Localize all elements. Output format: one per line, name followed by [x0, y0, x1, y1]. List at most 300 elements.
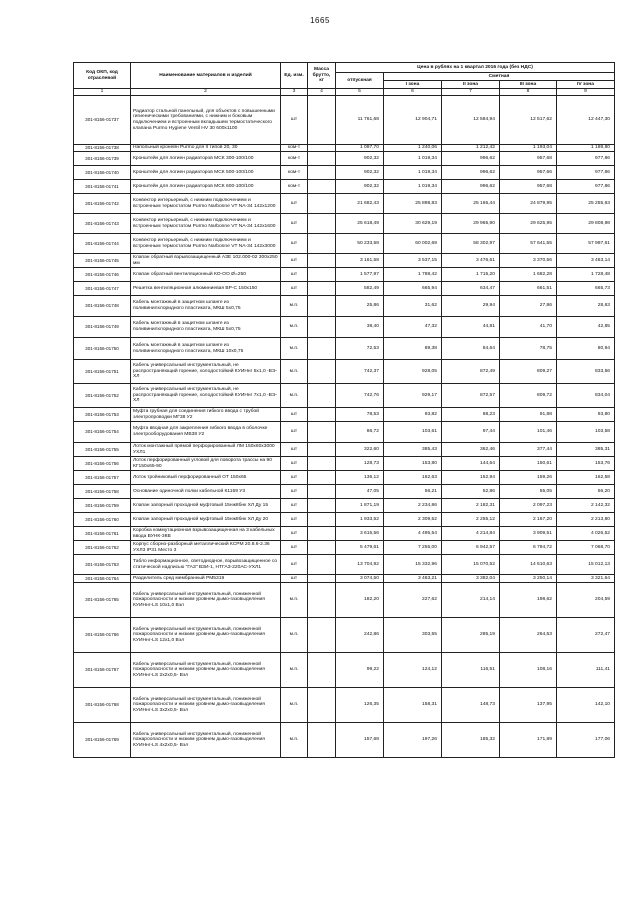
item-code: 301-8156-01742 [74, 194, 131, 214]
header-zone-4: IV зона [557, 81, 615, 89]
item-name: Табло информационное, светодиодное, взрывозащищенное со статической надписью "ГАЗ" ВЗИ-1, НТГАЗ-220АС-УХЛ1 [131, 555, 281, 575]
price-release: 1 097,70 [336, 145, 384, 152]
price-zone-4: 57 997,61 [557, 234, 615, 254]
item-name: Кабель универсальный инструментальный, не распространяющий горение, холодостойкий КУИНнг 7x1,0 -ВЭ-ХЛ [131, 384, 281, 408]
price-zone-3: 137,95 [500, 688, 557, 723]
item-name: Кабель универсальный инструментальный, пониженной пожароопасности и низким уровнем дымо-газовыделения КУИНнг-LS 10x1,0 Взл [131, 583, 281, 618]
header-price-group: Цена в рублях на 1 квартал 2016 года (без НДС) [336, 63, 615, 73]
item-code: 301-8156-01754 [74, 422, 131, 443]
price-zone-3: 1 193,04 [500, 145, 557, 152]
item-code: 301-8156-01748 [74, 296, 131, 317]
header-unit: Ед. изм. [281, 63, 308, 89]
price-zone-2: 634,47 [442, 282, 500, 296]
item-name: Кронштейн для логиен радиаторов МСК 600-100/100 [131, 180, 281, 194]
price-zone-4: 93,80 [557, 408, 615, 422]
price-zone-1: 3 463,21 [384, 575, 442, 583]
item-code: 301-8156-01743 [74, 214, 131, 234]
price-zone-3: 78,75 [500, 338, 557, 360]
price-zone-1: 3 537,15 [384, 254, 442, 268]
item-unit: ком-т [281, 152, 308, 166]
item-name: Кабель универсальный инструментальный, пониженной пожароопасности и низким уровнем дымо-газовыделения КУИНнг-LS 3x2x0,5- Вэл [131, 688, 281, 723]
price-release: 902,32 [336, 166, 384, 180]
item-mass [308, 214, 336, 234]
price-release: 13 704,92 [336, 555, 384, 575]
price-zone-3: 957,66 [500, 166, 557, 180]
item-unit: шт [281, 234, 308, 254]
item-code: 301-8156-01738 [74, 145, 131, 152]
item-name: Напольный кронейн Purmo для II типов 20, 30 [131, 145, 281, 152]
price-zone-3: 12 517,62 [500, 96, 557, 145]
price-release: 25,86 [336, 296, 384, 317]
item-unit: шт [281, 254, 308, 268]
item-name: Клапан обратный взрывозащищенный АЗЕ 102.000-02 300x250 мм [131, 254, 281, 268]
item-name: Лоток монтажный прямой перфорированный ЛМ 150x60x3000 УХЛ1 [131, 443, 281, 457]
item-mass [308, 541, 336, 555]
price-zone-3: 14 610,63 [500, 555, 557, 575]
price-zone-4: 3 321,64 [557, 575, 615, 583]
price-zone-2: 88,23 [442, 408, 500, 422]
table-row [74, 583, 615, 618]
price-zone-4: 665,73 [557, 282, 615, 296]
table-row [74, 499, 615, 513]
item-code: 301-8156-01745 [74, 254, 131, 268]
item-mass [308, 234, 336, 254]
header-mass: Масса брутто, кг [308, 63, 336, 89]
item-name: Разделитель сред мембранный РМ5319 [131, 575, 281, 583]
price-zone-3: 41,70 [500, 317, 557, 338]
price-zone-4: 977,86 [557, 180, 615, 194]
price-zone-2: 2 182,31 [442, 499, 500, 513]
item-mass [308, 575, 336, 583]
price-zone-2: 97,44 [442, 422, 500, 443]
item-name: Муфта вводная для закрепления гибкого ввода в оболочке электрооборудования МВ38 У2 [131, 422, 281, 443]
price-zone-3: 27,86 [500, 296, 557, 317]
item-unit: шт [281, 527, 308, 541]
price-zone-4: 385,31 [557, 443, 615, 457]
item-mass [308, 296, 336, 317]
item-unit: м.п. [281, 384, 308, 408]
price-zone-4: 80,94 [557, 338, 615, 360]
item-code: 301-8156-01751 [74, 360, 131, 384]
price-zone-2: 872,49 [442, 360, 500, 384]
price-zone-3: 809,27 [500, 360, 557, 384]
item-unit: м.п. [281, 360, 308, 384]
price-zone-2: 872,57 [442, 384, 500, 408]
price-zone-3: 57 641,55 [500, 234, 557, 254]
price-zone-1: 60 002,69 [384, 234, 442, 254]
item-code: 301-8156-01756 [74, 457, 131, 471]
price-zone-4: 153,76 [557, 457, 615, 471]
table-row [74, 513, 615, 527]
price-release: 5 479,61 [336, 541, 384, 555]
item-name: Конвектор интерьерный, с нижним подключением и встроенным термостатом Purmo Narbonne VT NA-34 142x1600 [131, 214, 281, 234]
item-name: Кабель универсальный инструментальный, пониженной пожароопасности и низким уровнем дымо-газовыделения КУИНнг-LS 2x2x0,5- Вэл [131, 653, 281, 688]
item-unit: м.п. [281, 688, 308, 723]
price-zone-3: 171,89 [500, 723, 557, 758]
price-zone-4: 3 463,14 [557, 254, 615, 268]
price-release: 47,05 [336, 485, 384, 499]
column-number: 2 [131, 89, 281, 96]
price-zone-4: 42,85 [557, 317, 615, 338]
page-number: 1665 [310, 16, 330, 25]
item-mass [308, 145, 336, 152]
column-number: 8 [500, 89, 557, 96]
table-row [74, 527, 615, 541]
item-name: Кабель монтажный в защитном шланге из поливинилхлоридного пластиката, МКШ 5x0,75 [131, 296, 281, 317]
price-release: 136,12 [336, 471, 384, 485]
item-unit: шт [281, 443, 308, 457]
item-mass [308, 152, 336, 166]
price-zone-3: 24 879,95 [500, 194, 557, 214]
price-zone-2: 144,64 [442, 457, 500, 471]
item-code: 301-8156-01759 [74, 499, 131, 513]
item-code: 301-8156-01753 [74, 408, 131, 422]
price-zone-1: 12 904,71 [384, 96, 442, 145]
column-number: 5 [336, 89, 384, 96]
price-zone-2: 2 255,12 [442, 513, 500, 527]
header-zone-1: I зона [384, 81, 442, 89]
price-zone-4: 977,86 [557, 166, 615, 180]
item-unit: м.п. [281, 317, 308, 338]
price-zone-2: 29,94 [442, 296, 500, 317]
price-zone-3: 661,51 [500, 282, 557, 296]
item-name: Корпус сборно-разборный металлический КСРМ 20.8.6-2.36 УХЛ3 IP31 Место 3 [131, 541, 281, 555]
price-zone-3: 264,53 [500, 618, 557, 653]
item-name: Кабель универсальный инструментальный, пониженной пожароопасности и низким уровнем дымо-газовыделения КУИНнг-LS 12x1,0 Вэл [131, 618, 281, 653]
item-code: 301-8156-01769 [74, 723, 131, 758]
price-zone-2: 1 212,42 [442, 145, 500, 152]
table-row [74, 296, 615, 317]
price-zone-1: 15 332,96 [384, 555, 442, 575]
price-release: 742,76 [336, 384, 384, 408]
item-code: 301-8156-01749 [74, 317, 131, 338]
item-mass [308, 338, 336, 360]
price-zone-2: 3 382,04 [442, 575, 500, 583]
item-mass [308, 443, 336, 457]
item-unit: ком-т [281, 166, 308, 180]
price-zone-4: 103,58 [557, 422, 615, 443]
price-zone-4: 2 213,80 [557, 513, 615, 527]
price-release: 582,49 [336, 282, 384, 296]
price-zone-3: 29 625,95 [500, 214, 557, 234]
item-code: 301-8156-01739 [74, 152, 131, 166]
price-zone-3: 150,61 [500, 457, 557, 471]
column-number: 9 [557, 89, 615, 96]
column-number-row [74, 89, 615, 96]
price-zone-3: 809,72 [500, 384, 557, 408]
table-row [74, 145, 615, 152]
item-unit: шт [281, 575, 308, 583]
price-zone-1: 47,32 [384, 317, 442, 338]
item-mass [308, 653, 336, 688]
price-zone-4: 2 142,32 [557, 499, 615, 513]
price-zone-1: 1 019,34 [384, 152, 442, 166]
price-zone-2: 148,73 [442, 688, 500, 723]
price-zone-1: 4 495,54 [384, 527, 442, 541]
item-code: 301-8156-01758 [74, 485, 131, 499]
price-zone-4: 1 728,48 [557, 268, 615, 282]
price-zone-2: 52,86 [442, 485, 500, 499]
item-name: Кабель универсальный инструментальный, пониженной пожароопасности и низким уровнем дымо-газовыделения КУИНнг-LS 4x2x0,5- Вэл [131, 723, 281, 758]
item-unit: м.п. [281, 723, 308, 758]
price-zone-1: 158,31 [384, 688, 442, 723]
table-row [74, 541, 615, 555]
price-zone-1: 1 240,06 [384, 145, 442, 152]
item-code: 301-8156-01760 [74, 513, 131, 527]
item-name: Кронштейн для логиен радиаторов МСК 500-100/100 [131, 166, 281, 180]
price-zone-2: 4 214,84 [442, 527, 500, 541]
item-unit: ком-т [281, 180, 308, 194]
price-zone-4: 7 068,70 [557, 541, 615, 555]
price-zone-2: 152,94 [442, 471, 500, 485]
price-zone-1: 56,21 [384, 485, 442, 499]
item-code: 301-8156-01747 [74, 282, 131, 296]
price-zone-3: 108,16 [500, 653, 557, 688]
price-release: 3 161,58 [336, 254, 384, 268]
price-zone-1: 227,62 [384, 583, 442, 618]
price-zone-2: 285,19 [442, 618, 500, 653]
item-unit: шт [281, 214, 308, 234]
table-row [74, 384, 615, 408]
item-mass [308, 485, 336, 499]
item-unit: ком-т [281, 145, 308, 152]
item-unit: шт [281, 422, 308, 443]
item-unit: шт [281, 485, 308, 499]
item-unit: шт [281, 282, 308, 296]
price-zone-3: 957,68 [500, 180, 557, 194]
table-row [74, 282, 615, 296]
item-mass [308, 268, 336, 282]
item-name: Кронштейн для логиен радиаторов МСК 300-100/100 [131, 152, 281, 166]
item-code: 301-8156-01761 [74, 527, 131, 541]
price-zone-4: 977,86 [557, 152, 615, 166]
header-release: отпускная [336, 73, 384, 89]
price-zone-1: 153,80 [384, 457, 442, 471]
price-zone-4: 834,04 [557, 384, 615, 408]
item-mass [308, 166, 336, 180]
price-release: 25 618,49 [336, 214, 384, 234]
price-zone-1: 162,63 [384, 471, 442, 485]
price-zone-4: 1 189,80 [557, 145, 615, 152]
item-mass [308, 513, 336, 527]
item-name: Клапан запорный проходной муфтовый 15нж8бнк ХЛ Ду 15 [131, 499, 281, 513]
item-code: 301-8156-01746 [74, 268, 131, 282]
item-mass [308, 422, 336, 443]
item-mass [308, 360, 336, 384]
price-zone-3: 3 370,56 [500, 254, 557, 268]
item-name: Лоток перфорированный угловой для поворота трассы на 90 КГ150x65-90 [131, 457, 281, 471]
item-name: Конвектор интерьерный, с нижним подключением и встроенным термостатом Purmo Narbonne VT NA-34 142x3000 [131, 234, 281, 254]
item-name: Лоток тройниковый перфорированный ОТ 150x65 [131, 471, 281, 485]
price-zone-2: 214,14 [442, 583, 500, 618]
price-zone-2: 15 070,52 [442, 555, 500, 575]
table-row [74, 360, 615, 384]
price-zone-1: 93,82 [384, 408, 442, 422]
item-unit: шт [281, 499, 308, 513]
table-row [74, 471, 615, 485]
table-row [74, 618, 615, 653]
price-release: 1 577,97 [336, 268, 384, 282]
price-zone-4: 111,41 [557, 653, 615, 688]
price-zone-3: 3 250,14 [500, 575, 557, 583]
price-zone-2: 84,64 [442, 338, 500, 360]
column-number: 4 [308, 89, 336, 96]
item-code: 301-8156-01763 [74, 555, 131, 575]
item-mass [308, 688, 336, 723]
item-unit: м.п. [281, 338, 308, 360]
price-zone-2: 996,62 [442, 166, 500, 180]
price-zone-1: 385,43 [384, 443, 442, 457]
item-unit: м.п. [281, 618, 308, 653]
item-name: Клапан обратный вентиляционный КО-ОО Ø=250 [131, 268, 281, 282]
price-zone-4: 272,47 [557, 618, 615, 653]
price-zone-4: 25 255,63 [557, 194, 615, 214]
price-release: 3 074,50 [336, 575, 384, 583]
table-row [74, 96, 615, 145]
price-zone-2: 362,46 [442, 443, 500, 457]
item-name: Кабель монтажный в защитном шланге из поливинилхлоридного пластиката, МКШ 5x0,75 [131, 317, 281, 338]
price-release: 72,53 [336, 338, 384, 360]
table-row [74, 688, 615, 723]
price-zone-1: 1 788,42 [384, 268, 442, 282]
item-mass [308, 618, 336, 653]
table-row [74, 422, 615, 443]
item-code: 301-8156-01762 [74, 541, 131, 555]
price-zone-1: 25 898,83 [384, 194, 442, 214]
price-release: 38,40 [336, 317, 384, 338]
item-code: 301-8156-01755 [74, 443, 131, 457]
item-name: Муфта грубная для соединения гибкого ввода с трубой электропроводки МГ38 У2 [131, 408, 281, 422]
price-zone-3: 6 794,72 [500, 541, 557, 555]
price-release: 86,72 [336, 422, 384, 443]
price-release: 182,20 [336, 583, 384, 618]
item-mass [308, 408, 336, 422]
item-name: Конвектор интерьерный, с нижним подключением и встроенным термостатом Purmo Narbonne VT NA-34 142x1200 [131, 194, 281, 214]
item-mass [308, 317, 336, 338]
item-name: Решетка вентиляционная алюминиевая ВР-С 150x150 [131, 282, 281, 296]
price-release: 322,60 [336, 443, 384, 457]
table-row [74, 408, 615, 422]
price-release: 126,35 [336, 688, 384, 723]
item-unit: шт [281, 194, 308, 214]
item-unit: м.п. [281, 653, 308, 688]
price-release: 1 933,52 [336, 513, 384, 527]
price-release: 3 615,56 [336, 527, 384, 541]
price-zone-4: 4 026,52 [557, 527, 615, 541]
item-code: 301-8156-01744 [74, 234, 131, 254]
price-release: 902,32 [336, 180, 384, 194]
price-zone-2: 116,51 [442, 653, 500, 688]
item-mass [308, 499, 336, 513]
price-release: 1 871,19 [336, 499, 384, 513]
table-row [74, 194, 615, 214]
price-zone-2: 12 584,94 [442, 96, 500, 145]
item-code: 301-8156-01752 [74, 384, 131, 408]
item-unit: м.п. [281, 583, 308, 618]
price-zone-3: 198,62 [500, 583, 557, 618]
table-row [74, 338, 615, 360]
item-code: 301-8156-01757 [74, 471, 131, 485]
price-zone-4: 162,58 [557, 471, 615, 485]
item-name: Основание одиночной полки кабельной К1159 У3 [131, 485, 281, 499]
price-zone-4: 142,10 [557, 688, 615, 723]
table-row [74, 214, 615, 234]
item-name: Коробка коммутационная взрывозащищенная на 3 кабельных ввода ВУНК-3КВ [131, 527, 281, 541]
item-mass [308, 254, 336, 268]
header-zone-3: III зона [500, 81, 557, 89]
item-mass [308, 194, 336, 214]
price-zone-1: 303,55 [384, 618, 442, 653]
item-name: Радиатор стальной панельный, для объектов с повышенными гигиеническими требованиями, с нижним и боковым подключением и встроенным вкладышем термостатического клапана Purmo Hygiene Ventil HV 30 600x1100 [131, 96, 281, 145]
price-zone-4: 833,56 [557, 360, 615, 384]
table-row [74, 180, 615, 194]
price-zone-1: 124,12 [384, 653, 442, 688]
price-release: 128,73 [336, 457, 384, 471]
table-row [74, 166, 615, 180]
price-zone-2: 29 965,90 [442, 214, 500, 234]
price-zone-2: 3 476,61 [442, 254, 500, 268]
price-release: 11 761,68 [336, 96, 384, 145]
price-zone-1: 929,17 [384, 384, 442, 408]
price-zone-1: 928,05 [384, 360, 442, 384]
table-row [74, 254, 615, 268]
table-row [74, 723, 615, 758]
item-unit: шт [281, 457, 308, 471]
header-name: Наименование материалов и изделий [131, 63, 281, 89]
price-zone-2: 6 942,57 [442, 541, 500, 555]
price-zone-1: 30 629,19 [384, 214, 442, 234]
column-number: 3 [281, 89, 308, 96]
header-estimate: Сметная [384, 73, 615, 81]
item-unit: шт [281, 513, 308, 527]
item-mass [308, 96, 336, 145]
item-mass [308, 384, 336, 408]
item-mass [308, 555, 336, 575]
item-mass [308, 180, 336, 194]
table-row [74, 152, 615, 166]
item-unit: м.п. [281, 296, 308, 317]
price-release: 902,32 [336, 152, 384, 166]
table-row [74, 575, 615, 583]
price-zone-1: 1 019,34 [384, 166, 442, 180]
price-zone-1: 31,62 [384, 296, 442, 317]
price-zone-4: 56,20 [557, 485, 615, 499]
table-row [74, 234, 615, 254]
item-mass [308, 282, 336, 296]
item-name: Кабель монтажный в защитном шланге из поливинилхлоридного пластиката, МКШ 10x0,75 [131, 338, 281, 360]
price-zone-4: 28,63 [557, 296, 615, 317]
item-name: Кабель универсальный инструментальный, не распространяющий горение, холодостойкий КУИНнг 5x1,0 -ВЭ-ХЛ [131, 360, 281, 384]
item-unit: шт [281, 471, 308, 485]
price-zone-2: 185,32 [442, 723, 500, 758]
item-unit: шт [281, 408, 308, 422]
price-release: 21 682,43 [336, 194, 384, 214]
price-zone-4: 12 447,30 [557, 96, 615, 145]
price-zone-3: 957,68 [500, 152, 557, 166]
item-code: 301-8156-01750 [74, 338, 131, 360]
price-zone-3: 377,44 [500, 443, 557, 457]
price-zone-3: 3 909,51 [500, 527, 557, 541]
price-release: 50 233,58 [336, 234, 384, 254]
item-mass [308, 583, 336, 618]
price-zone-1: 665,94 [384, 282, 442, 296]
column-number: 6 [384, 89, 442, 96]
price-zone-1: 2 309,52 [384, 513, 442, 527]
table-row [74, 555, 615, 575]
table-row [74, 485, 615, 499]
price-zone-4: 15 012,13 [557, 555, 615, 575]
price-zone-4: 29 808,98 [557, 214, 615, 234]
